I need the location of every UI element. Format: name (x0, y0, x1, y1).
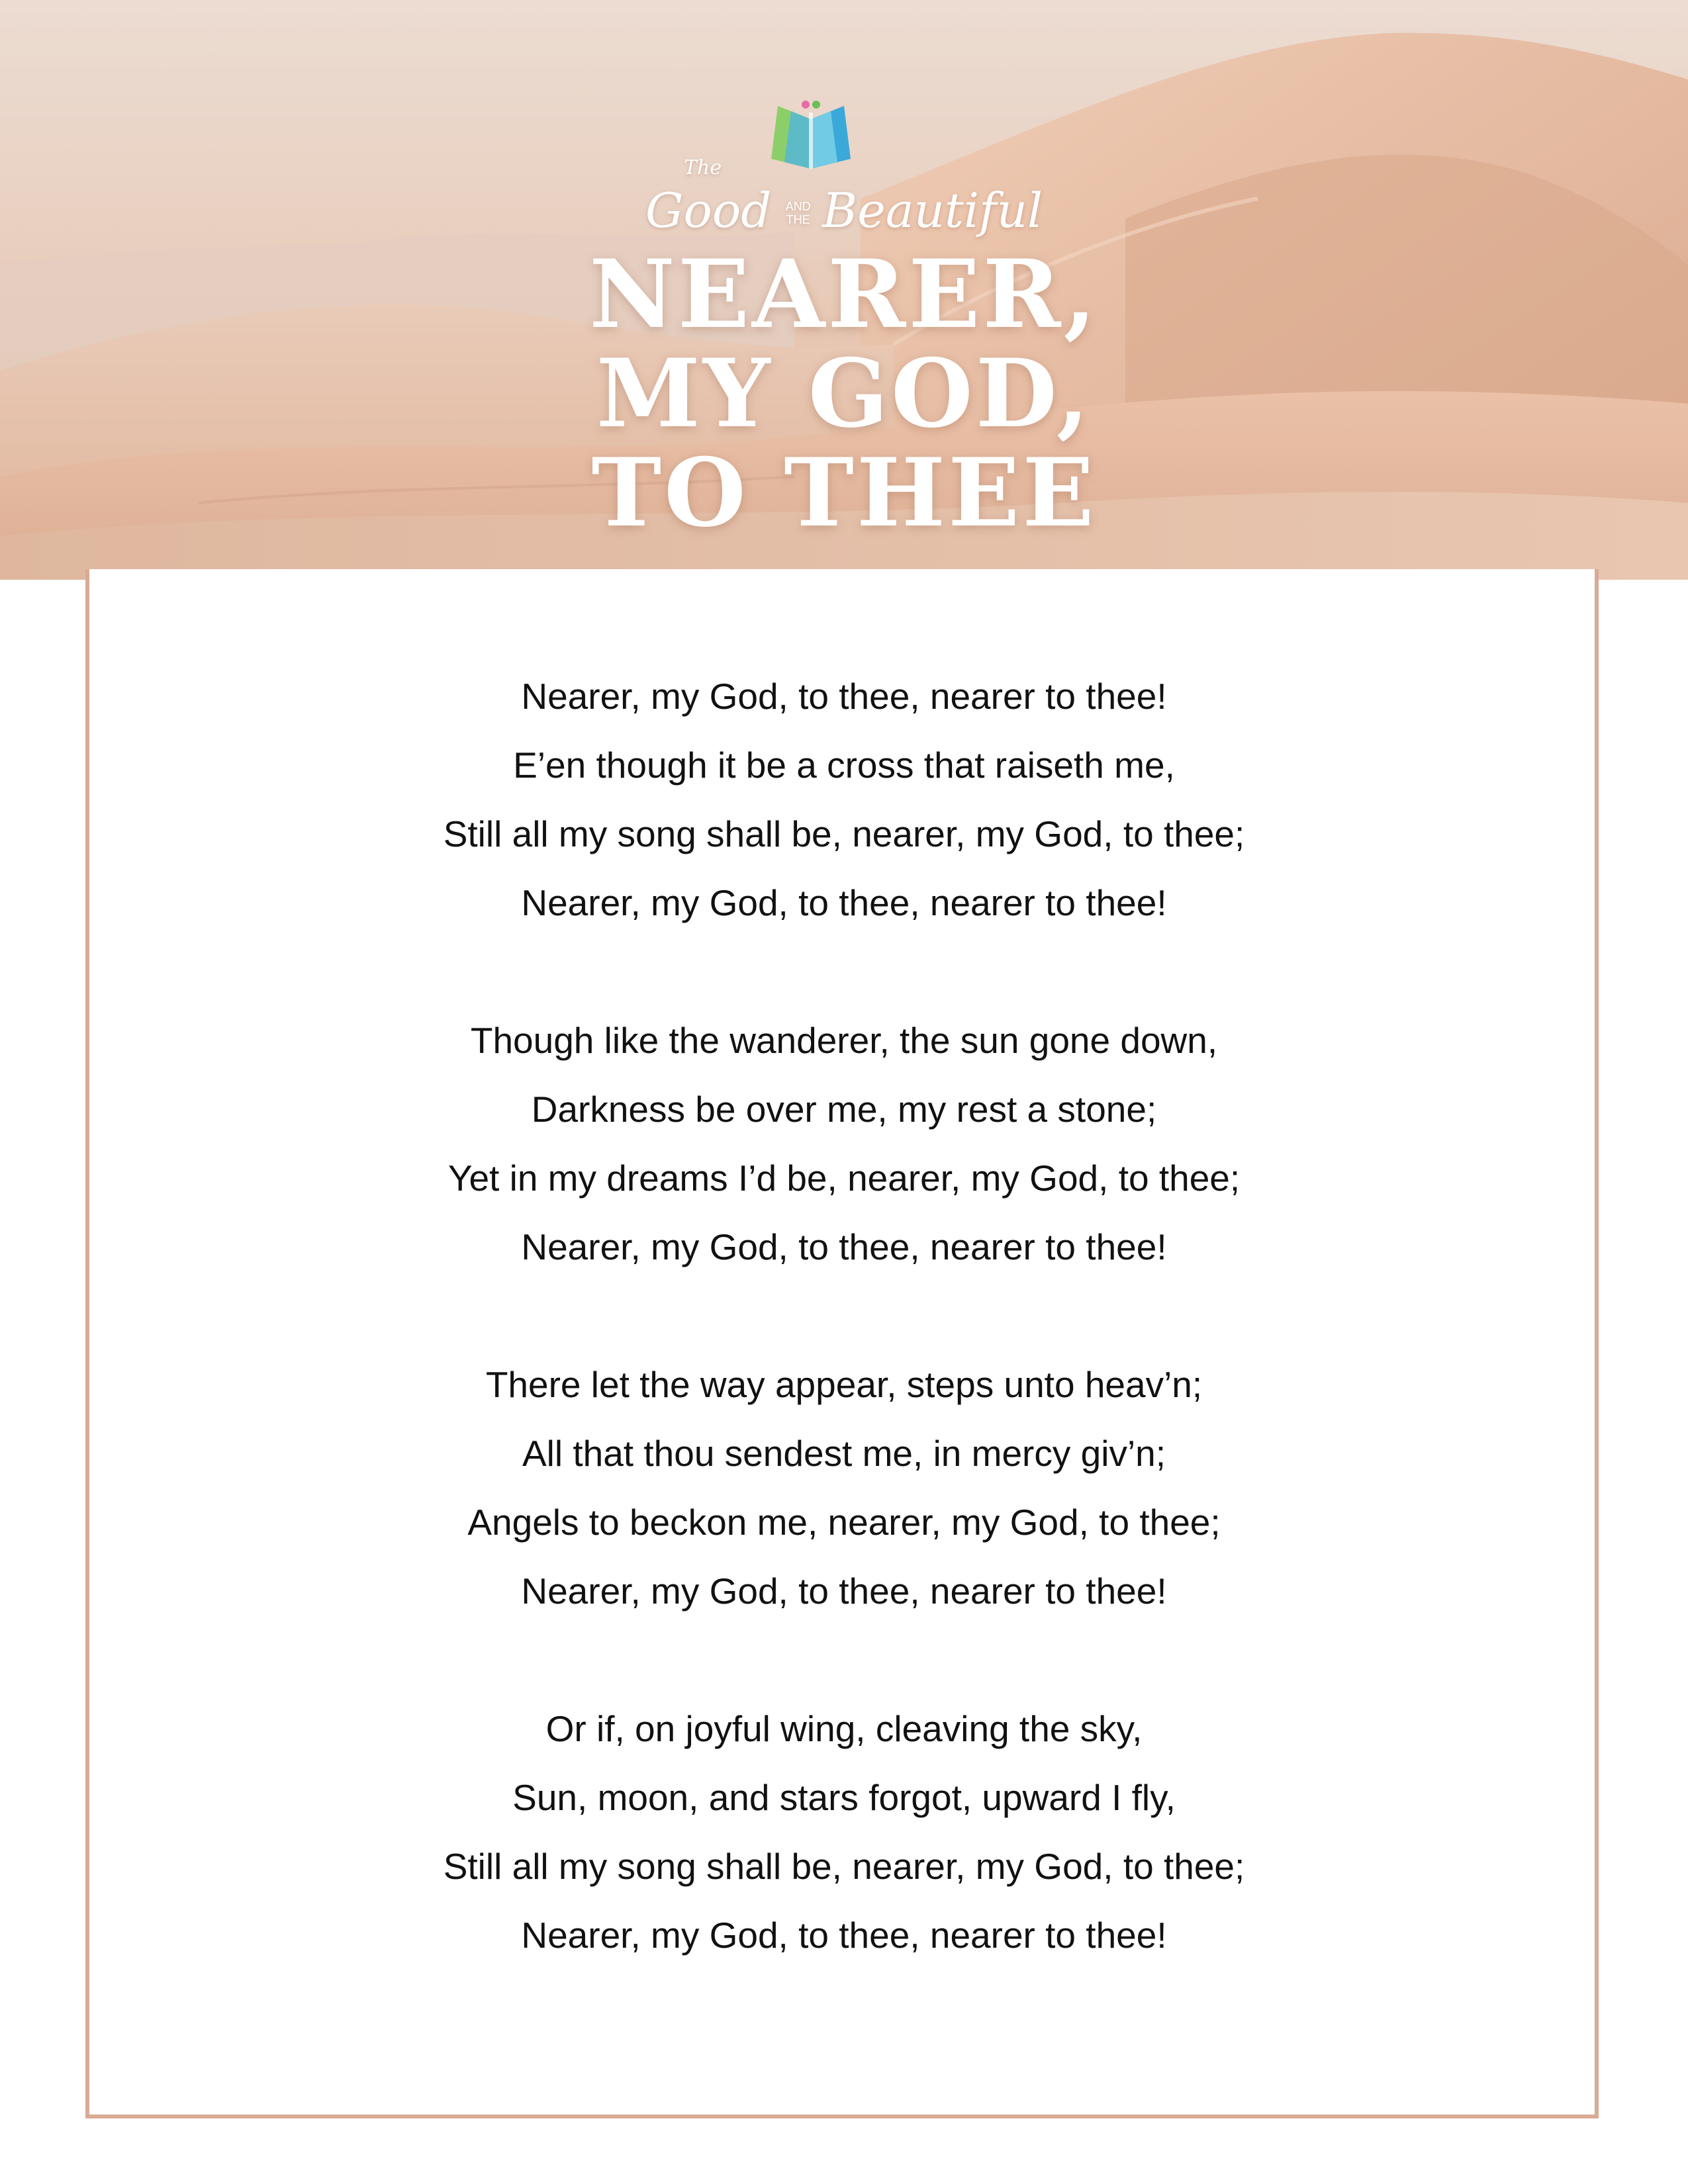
hymn-title-line: TO THEE (591, 438, 1097, 548)
lyric-line: There let the way appear, steps unto heav’n; (485, 1364, 1203, 1405)
lyric-line: Nearer, my God, to thee, nearer to thee! (521, 1915, 1167, 1956)
lyric-line: Angels to beckon me, nearer, my God, to thee; (467, 1502, 1221, 1543)
lyric-line: Nearer, my God, to thee, nearer to thee! (521, 882, 1167, 923)
lyric-line: Yet in my dreams I’d be, nearer, my God, to thee; (447, 1158, 1241, 1199)
lyric-line: Though like the wanderer, the sun gone down, (470, 1020, 1218, 1061)
lyrics-body (0, 662, 1688, 1970)
lyric-line: Still all my song shall be, nearer, my God, to thee; (443, 1846, 1245, 1887)
lyric-line: Darkness be over me, my rest a stone; (531, 1089, 1157, 1130)
lyric-line: Sun, moon, and stars forgot, upward I fly, (512, 1777, 1176, 1818)
hymn-title-line: MY GOD, (596, 339, 1092, 449)
desert-header-banner (0, 0, 1688, 580)
lyric-line: Nearer, my God, to thee, nearer to thee! (521, 676, 1167, 717)
verse-3 (0, 1350, 1688, 1625)
good-and-beautiful-logo (645, 93, 1043, 238)
lyric-line: Nearer, my God, to thee, nearer to thee! (521, 1226, 1167, 1267)
logo-wordmark (645, 159, 1043, 238)
logo-word-good: Good (645, 183, 772, 238)
verse-2 (0, 1006, 1688, 1281)
verse-1 (0, 662, 1688, 937)
lyric-line: All that thou sendest me, in mercy giv’n; (522, 1433, 1166, 1474)
verse-4 (0, 1694, 1688, 1970)
logo-word-the: The (684, 156, 722, 179)
hymn-title (0, 240, 1688, 548)
logo-word-and-the: AND THE (785, 200, 811, 226)
lyric-line: Still all my song shall be, nearer, my God, to thee; (443, 813, 1245, 854)
logo-word-beautiful: Beautiful (822, 183, 1043, 238)
lyric-line: Or if, on joyful wing, cleaving the sky, (545, 1708, 1143, 1749)
lyric-line: E’en though it be a cross that raiseth me, (513, 745, 1175, 786)
lyric-line: Nearer, my God, to thee, nearer to thee! (521, 1570, 1167, 1612)
hymn-title-line: NEARER, (589, 240, 1099, 349)
